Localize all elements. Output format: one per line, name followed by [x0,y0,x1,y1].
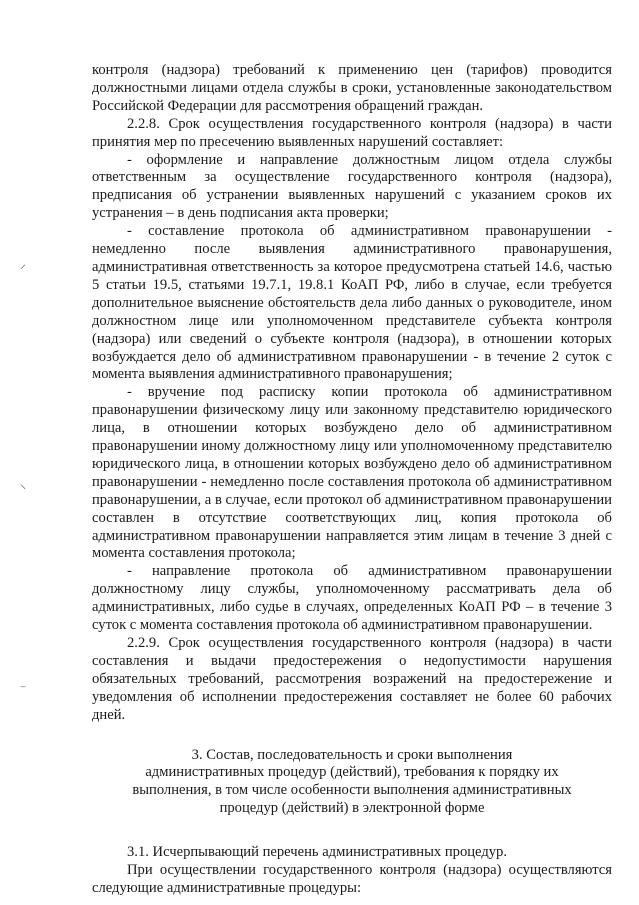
margin-mark: ⸝ [20,257,27,271]
list-item-2: - составление протокола об административном правонарушении - немедленно после выявления административного правонарушения, административная ответственность за которое предусмотрена статьей 14.6, частью 5 статьи 19.5, статьями 19.7.1, 19.8.1 КоАП РФ, либо в случае, если требуется дополнительное выяснение обстоятельств дела либо данных о руководителе, ином должностном лице или уполномоченном представителе субъекта контроля (надзора) или сведений о субъекте контроля (надзора), в отношении которых возбуждается дело об административном правонарушении - в течение 2 суток с момента выявления административного правонарушения; [92,223,612,383]
paragraph-2-2-8: 2.2.8. Срок осуществления государственного контроля (надзора) в части принятия мер по пресечению выявленных нарушений составляет: [92,115,612,150]
list-item-4: - направление протокола об административном правонарушении должностному лицу службы, уполномоченному рассматривать дела об административных, либо судье в случаях, определенных КоАП РФ – в течение 3 суток с момента составления протокола об административном правонарушении. [92,563,612,634]
section-heading-line1: 3. Состав, последовательность и сроки выполнения [191,746,513,763]
document-page [92,62,612,898]
list-item-1: - оформление и направление должностным лицом отдела службы ответственным за осуществление государственного контроля (надзора), предписания об устранении выявленных нарушений с указанием сроков их устранения – в день подписания акта проверки; [92,151,612,222]
spacer [92,818,612,844]
margin-mark: ⸜ [20,477,27,491]
paragraph-2-2-9: 2.2.9. Срок осуществления государственного контроля (надзора) в части составления и выдачи предостережения о недопустимости нарушения обязательных требований, рассмотрения возражений на предостережение и уведомления об исполнении предостережения составляет не более 60 рабочих дней. [92,635,612,723]
section-heading-rest: административных процедур (действий), требования к порядку их выполнения, в том числе особенности выполнения административных процедур (действий) в электронной форме [132,764,572,817]
section-heading [92,747,612,819]
paragraph-3-1: 3.1. Исчерпывающий перечень административных процедур. [127,844,508,861]
margin-mark: ⁻ [20,682,27,696]
paragraph-intro: контроля (надзора) требований к применению цен (тарифов) проводится должностными лицами отдела службы в сроки, установленные законодательством Российской Федерации для рассмотрения обращений граждан. [92,62,612,114]
list-item-3: - вручение под расписку копии протокола об административном правонарушении физическому лицу или законному представителю юридического лица, в отношении которых возбуждено дело об административном правонарушении иному должностному лицу или уполномоченному представителю юридического лица, в отношении которых возбуждено дело об административном правонарушении - немедленно после составления протокола об административном правонарушении, а в случае, если протокол об административном правонарушении составлен в отсутствие соответствующих лиц, копия протокола об административном правонарушении направляется этим лицам в течение 3 дней с момента составления протокола; [92,384,612,562]
paragraph-3-1-text: При осуществлении государственного контроля (надзора) осуществляются следующие административные процедуры: [92,862,612,896]
